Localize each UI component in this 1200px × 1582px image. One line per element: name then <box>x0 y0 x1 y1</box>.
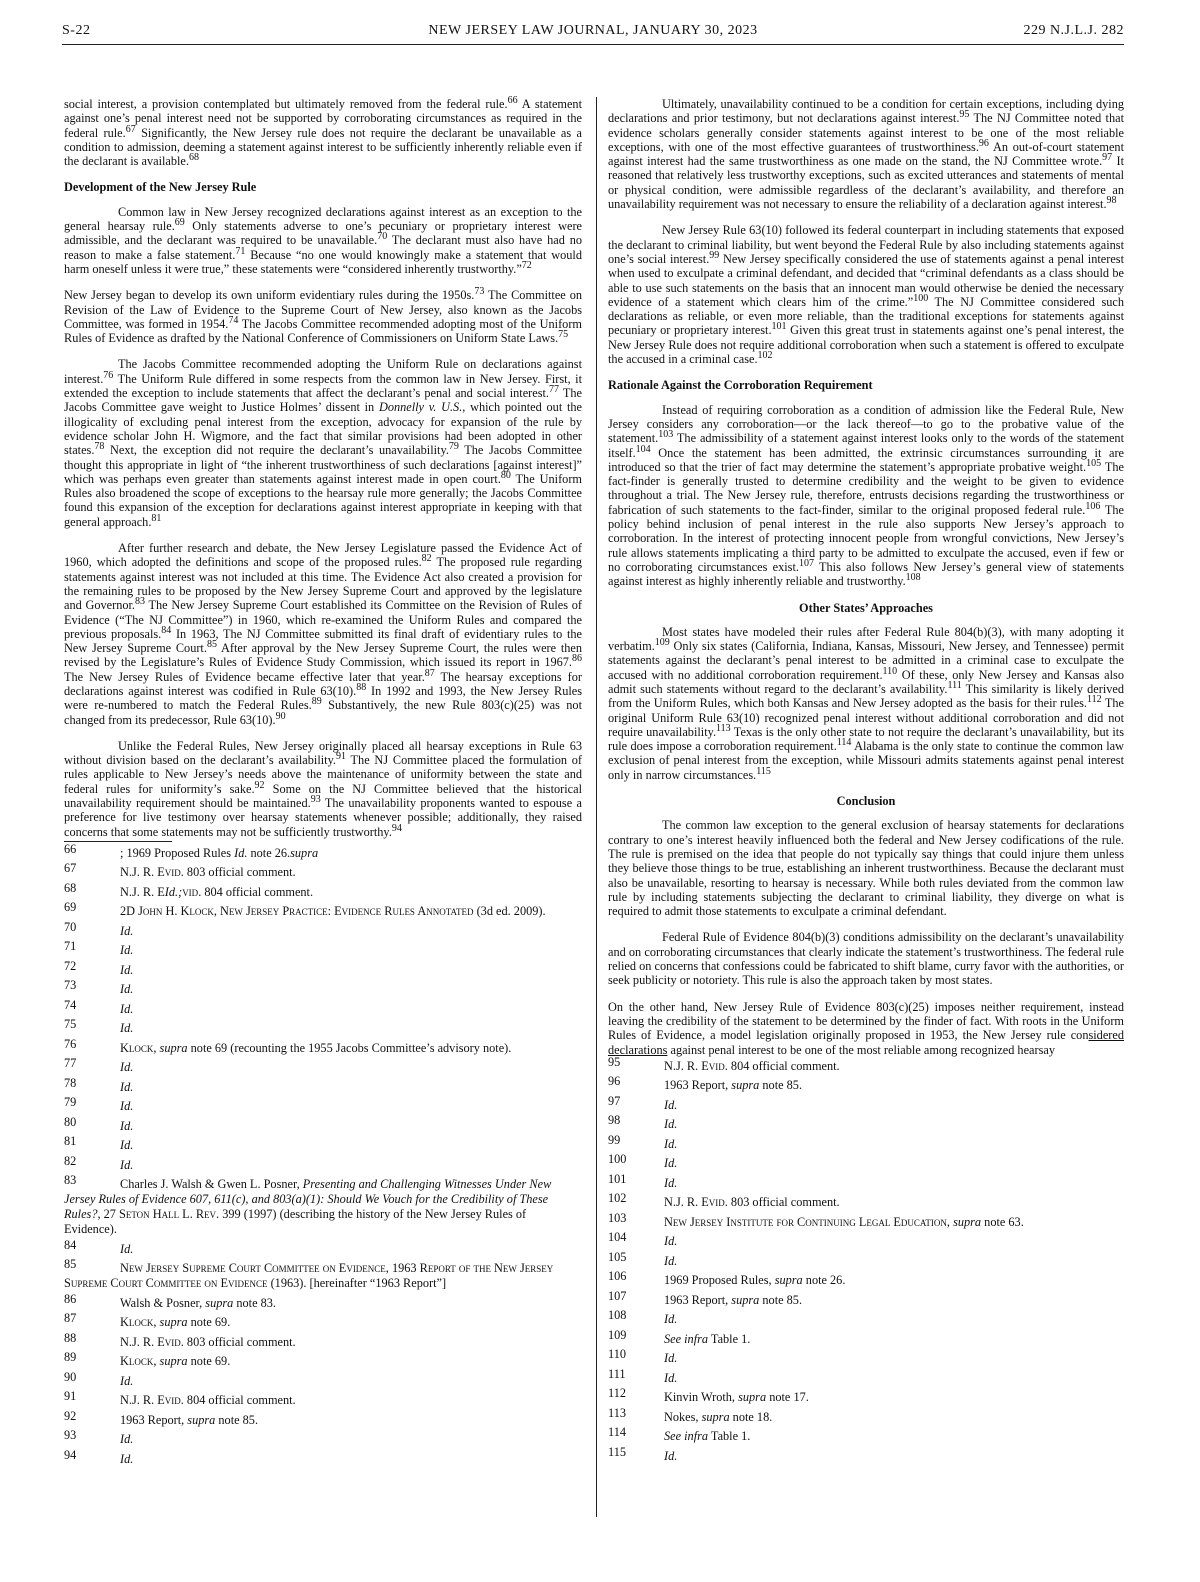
footnote: 107 1963 Report, supra note 85. <box>608 1288 803 1307</box>
paragraph: New Jersey began to develop its own uniform evidentiary rules during the 1950s.$^{73}$ The Committee on Revision of the Law of Evidence to the Supreme Court of New Jersey, also known as the Jacobs Committee, was formed in 1954.74 The Jacobs Committee recommended adopting most of the Uniform Rules of Evidence as drafted by the National Conference of Commissioners on Uniform State Laws.$^{75}$ <box>64 286 582 346</box>
footnote: 66 ; 1969 Proposed Rules Id. note 26.supra <box>64 841 319 860</box>
journal-title: NEW JERSEY LAW JOURNAL, JANUARY 30, 2023 <box>428 23 758 38</box>
footnote: 103 New Jersey Institute for Continuing Legal Education, supra note 63. <box>608 1210 1024 1229</box>
footnote: 83 Charles J. Walsh & Gwen L. Posner, Presenting and Challenging Witnesses Under New Jersey Rules of Evidence 607, 611(c), and 803(a)(1): Should We Vouch for the Credibility of These Rules?, 27 Seton Hall L. Rev. 399 (1997) (describing the history of the New Jersey Rules of Evidence). <box>64 1173 552 1237</box>
column-divider <box>596 97 597 1517</box>
footnote: 104 Id. <box>608 1230 678 1249</box>
footnote: 82 Id. <box>64 1153 134 1172</box>
section-heading: Rationale Against the Corroboration Requirement <box>608 378 873 393</box>
footnote-rule <box>64 841 172 842</box>
footnote: 81 Id. <box>64 1134 134 1153</box>
section-heading: Other States’ Approaches <box>799 600 933 615</box>
footnote: 79 Id. <box>64 1095 134 1114</box>
footnote: 90 Id. <box>64 1369 134 1388</box>
footnote: 70 Id. <box>64 919 134 938</box>
footnote: 78 Id. <box>64 1075 134 1094</box>
footnotes-left-continued <box>64 1291 582 1467</box>
left-column <box>64 94 583 1471</box>
footnote: 97 Id. <box>608 1093 678 1112</box>
footnote: 110 Id. <box>608 1347 678 1366</box>
footnote: 92 1963 Report, supra note 85. <box>64 1408 259 1427</box>
paragraph: social interest, a provision contemplated but ultimately removed from the federal rule.$^{66}$ A statement against one’s penal interest need not be supported by corroborating circumstances as required in the federal rule.$^{67}$ Significantly, the New Jersey rule does not require the declarant be unavailable as a condition to admission, deeming a statement against interest to be sufficiently inherently reliable even if the declarant is available.$^{68}$ <box>64 94 582 169</box>
footnote: 84 Id. <box>64 1237 134 1256</box>
footnote: 101 Id. <box>608 1171 678 1190</box>
footnote: 112 Kinvin Wroth, supra note 17. <box>608 1386 809 1405</box>
section-heading: Conclusion <box>836 794 896 809</box>
footnote: 98 Id. <box>608 1113 678 1132</box>
footnote: 109 See infra Table 1. <box>608 1327 751 1346</box>
footnote: 89 Klock, supra note 69. <box>64 1350 231 1369</box>
footnote: 99 Id. <box>608 1132 678 1151</box>
footnote: 113 Nokes, supra note 18. <box>608 1405 773 1424</box>
paragraph: Instead of requiring corroboration as a condition of admission like the Federal Rule, New Jersey considers any corroboration—or the lack thereof—to go to the probative value of the statement.$^{103}$ The admissibility of a statement against interest looks only to the words of the statement itself.$^{104}$ Once the statement has been admitted, the extrinsic circumstances surrounding it are introduced so that the trier of fact may determine the statement’s appropriate probative weight.$^{105}$ The fact-finder is generally trusted to determine credibility and the weight to be given to evidence throughout a trial. The New Jersey rule, therefore, entrusts decisions regarding the trustworthiness or fabrication of such statements to the fact-finder, similar to the original proposed federal rule.$^{106}$ The policy behind inclusion of penal interest in the rule also supports New Jersey’s approach to corroboration. In the interest of protecting innocent people from wrongful convictions, New Jersey’s rule allows statements implicating a third party to be admitted to exculpate the accused, even if few or no corroborating circumstances exist.$^{107}$ This also follows New Jersey’s general view of statements against interest as highly inherently reliable and trustworthy.$^{108}$ <box>608 402 1124 589</box>
footnote: 72 Id. <box>64 958 134 977</box>
paragraph: Ultimately, unavailability continued to be a condition for certain exceptions, including dying declarations and prior testimony, but not declarations against interest.$^{95}$ The NJ Committee noted that evidence scholars generally consider statements against interest to be one of the most reliable exceptions, with one of the most effective guarantees of trustworthiness.$^{96}$ An out-of-court statement against interest had the same trustworthiness as one made on the stand, the NJ Committee wrote.$^{97}$ It reasoned that relatively less trustworthy exceptions, such as excited utterances and statements of mental or physical condition, were admissible regardless of the declarant’s availability, and therefore an unavailability requirement was not necessary to ensure the reliability of a declaration against interest.$^{98}$ <box>608 97 1124 212</box>
paragraph: The Jacobs Committee recommended adopting the Uniform Rule on declarations against interest.$^{76}$ The Uniform Rule differed in some respects from the common law in New Jersey. First, it extended the exception to include statements that affect the declarant’s penal and social interest.$^{77}$ The Jacobs Committee gave weight to Justice Holmes’ dissent in Donnelly v. U.S., which pointed out the illogicality of excluding penal interest from the exception, advocacy for expansion of the rule by evidence scholar John H. Wigmore, and the fact that similar provisions had been adopted in other states.$^{78}$ Next, the exception did not require the declarant’s unavailability.$^{79}$ The Jacobs Committee thought this appropriate in light of “the inherent trustworthiness of such declarations [against interest]” which was perhaps even greater than statements against interest made in open court.$^{80}$ The Uniform Rules also broadened the scope of exceptions to the hearsay rule more generally; the Jacobs Committee found this expansion of the exception for declarations against interest appropriate in keeping with that general approach.$^{81}$ <box>64 357 582 529</box>
footnote: 86 Walsh & Posner, supra note 83. <box>64 1291 277 1310</box>
footnote: 96 1963 Report, supra note 85. <box>608 1074 803 1093</box>
footnote: 102 N.J. R. Evid. 803 official comment. <box>608 1191 840 1210</box>
footnote: 93 Id. <box>64 1428 134 1447</box>
footnote: 74 Id. <box>64 997 134 1016</box>
footnotes-left <box>64 841 582 1173</box>
footnote: 108 Id. <box>608 1308 678 1327</box>
footnote: 77 Id. <box>64 1056 134 1075</box>
footnote: 80 Id. <box>64 1114 134 1133</box>
footnote: 88 N.J. R. Evid. 803 official comment. <box>64 1330 296 1349</box>
footnote: 73 Id. <box>64 978 134 997</box>
paragraph: After further research and debate, the New Jersey Legislature passed the Evidence Act of 1960, which adopted the definitions and scope of the proposed rules.$^{82}$ The proposed rule regarding statements against interest was not included at this time. The Evidence Act also created a provision for the remaining rules to be proposed by the New Jersey Supreme Court and approved by the legislature and Governor.$^{83}$ The New Jersey Supreme Court established its Committee on the Revision of Rules of Evidence (“The NJ Committee”) in 1960, which re-examined the Uniform Rules and compared the previous proposals.$^{84}$ In 1963, The NJ Committee submitted its final draft of evidentiary rules to the New Jersey Supreme Court.$^{85}$ After approval by the New Jersey Supreme Court, the rules were then revised by the Legislature’s Rules of Evidence Study Commission, which issued its report in 1967.86 The New Jersey Rules of Evidence became effective later that year.$^{87}$ The hearsay exceptions for declarations against interest was codified in Rule 63(10).$^{88}$ In 1992 and 1993, the New Jersey Rules were re-numbered to match the Federal Rules.$^{89}$ Substantively, the new Rule 803(c)(25) was not changed from its predecessor, Rule 63(10).$^{90}$ <box>64 541 583 727</box>
footnote: 71 Id. <box>64 939 134 958</box>
footnote: 111 Id. <box>608 1366 678 1385</box>
paragraph: Most states have modeled their rules after Federal Rule 804(b)(3), with many adopting it verbatim.$^{109}$ Only six states (California, Indiana, Kansas, Missouri, New Jersey, and Tennessee) permit statements against the declarant’s penal interest to be admitted in a criminal case to exculpate the accused with no additional corroboration requirement.$^{110}$ Of these, only New Jersey and Kansas also admit such statements without regard to the declarant’s availability.$^{111}$ This similarity is likely derived from the Uniform Rules, which both Kansas and New Jersey adopted as the basis for their rules.$^{112}$ The original Uniform Rule 63(10) recognized penal interest without additional corroboration and did not require unavailability.$^{113}$ Texas is the only other state to not require the declarant’s unavailability, but its rule does impose a corroboration requirement.$^{114}$ Alabama is the only state to continue the common law exclusion of penal interest from the exception, while Missouri admits statements against penal interest only in narrow circumstances.$^{115}$ <box>608 624 1124 782</box>
paragraph: Unlike the Federal Rules, New Jersey originally placed all hearsay exceptions in Rule 63 without division based on the declarant’s availability.$^{91}$ The NJ Committee placed the formulation of rules applicable to New Jersey’s needs above the maintenance of uniformity between the state and federal rules for uniformity’s sake.$^{92}$ Some on the NJ Committee believed that the historical unavailability requirement should be maintained.$^{93}$ The unavailability proponents wanted to espouse a preference for live testimony over hearsay statements whenever possible; additionally, they raised concerns that some statements may not be sufficiently trustworthy.$^{94}$ <box>64 738 583 839</box>
footnote: 87 Klock, supra note 69. <box>64 1311 231 1330</box>
running-header <box>62 22 1124 45</box>
footnote: 76 Klock, supra note 69 (recounting the 1955 Jacobs Committee’s advisory note). <box>64 1036 512 1055</box>
page-number: S-22 <box>62 23 91 38</box>
footnote: 114 See infra Table 1. <box>608 1425 751 1444</box>
citation: 229 N.J.L.J. 282 <box>1023 23 1124 38</box>
footnote: 105 Id. <box>608 1249 678 1268</box>
paragraph: New Jersey Rule 63(10) followed its federal counterpart in including statements that exposed the declarant to criminal liability, but went beyond the Federal Rule by also including statements against one’s social interest.$^{99}$ New Jersey specifically considered the use of statements against a penal interest when used to exculpate a criminal defendant, and decided that “criminal defendants as a class should be able to use such statements on the basis that an innocent man would otherwise be denied the necessary evidence of a statement which clears him of the crime.”$^{100}$ The NJ Committee considered such declarations as reliable, or even more reliable, than the traditional exceptions for statements against pecuniary or proprietary interest.$^{101}$ Given this great trust in statements against one’s penal interest, the New Jersey Rule does not require additional corroboration when such a statement is offered to exculpate the accused in a criminal case.$^{102}$ <box>608 223 1124 367</box>
footnote: 75 Id. <box>64 1017 134 1036</box>
paragraph: Common law in New Jersey recognized declarations against interest as an exception to the general hearsay rule.$^{69}$ Only statements adverse to one’s pecuniary or proprietary interest were admissible, and the declarant was required to be unavailable.$^{70}$ The declarant must also have had no reason to make a false statement.$^{71}$ Because “no one would knowingly make a statement that would harm oneself unless it were true,” these statements were “considered inherently trustworthy.”$^{72}$ <box>64 204 582 276</box>
footnote: 106 1969 Proposed Rules, supra note 26. <box>608 1269 846 1288</box>
paragraph: The common law exception to the general exclusion of hearsay statements for declarations contrary to one’s interest heavily influenced both the federal and New Jersey codifications of the rule. The rule is premised on the idea that people do not typically say things that could injure them unless they believe those things to be true, establishing an inherent trustworthiness. Because the declarant must also be unavailable, resorting to hearsay is necessary. While both rules deviated from the common law rule by including statements subjecting the declarant to criminal liability, they diverge on what is required to admit those statements to exculpate a criminal defendant. <box>608 818 1124 919</box>
paragraph: Federal Rule of Evidence 804(b)(3) conditions admissibility on the declarant’s unavailability and on corroborating circumstances that clearly indicate the statement’s trustworthiness. The federal rule relied on concerns that confessions could be fabricated to shift blame, curry favor with the authorities, or seek publicity or notoriety. This rule is also the approach taken by most states. <box>608 930 1124 988</box>
footnote: 85 New Jersey Supreme Court Committee on Evidence, 1963 Report of the New Jersey Supreme Court Committee on Evidence (1963). [hereinafter “1963 Report”] <box>64 1257 554 1291</box>
right-column <box>608 97 1124 1468</box>
footnotes-right <box>608 1054 1124 1464</box>
footnote: 115 Id. <box>608 1444 678 1463</box>
paragraph: On the other hand, New Jersey Rule of Evidence 803(c)(25) imposes neither requirement, instead leaving the credibility of the statement to be determined by the finder of fact. With roots in the Uniform Rules of Evidence, a model legislation originally proposed in 1953, the New Jersey rule considered declarations against penal interest to be one of the most reliable among recognized hearsay <box>608 999 1124 1057</box>
footnote: 91 N.J. R. Evid. 804 official comment. <box>64 1389 296 1408</box>
section-heading: Development of the New Jersey Rule <box>64 180 257 195</box>
footnote: 100 Id. <box>608 1152 678 1171</box>
footnote: 69 2D John H. Klock, New Jersey Practice: Evidence Rules Annotated (3d ed. 2009). <box>64 900 546 919</box>
footnote: 67 N.J. R. Evid. 803 official comment. <box>64 861 296 880</box>
footnote: 68 N.J. R. EId.;vid. 804 official comment. <box>64 880 314 899</box>
footnote: 94 Id. <box>64 1447 134 1466</box>
footnote: 95 N.J. R. Evid. 804 official comment. <box>608 1054 840 1073</box>
